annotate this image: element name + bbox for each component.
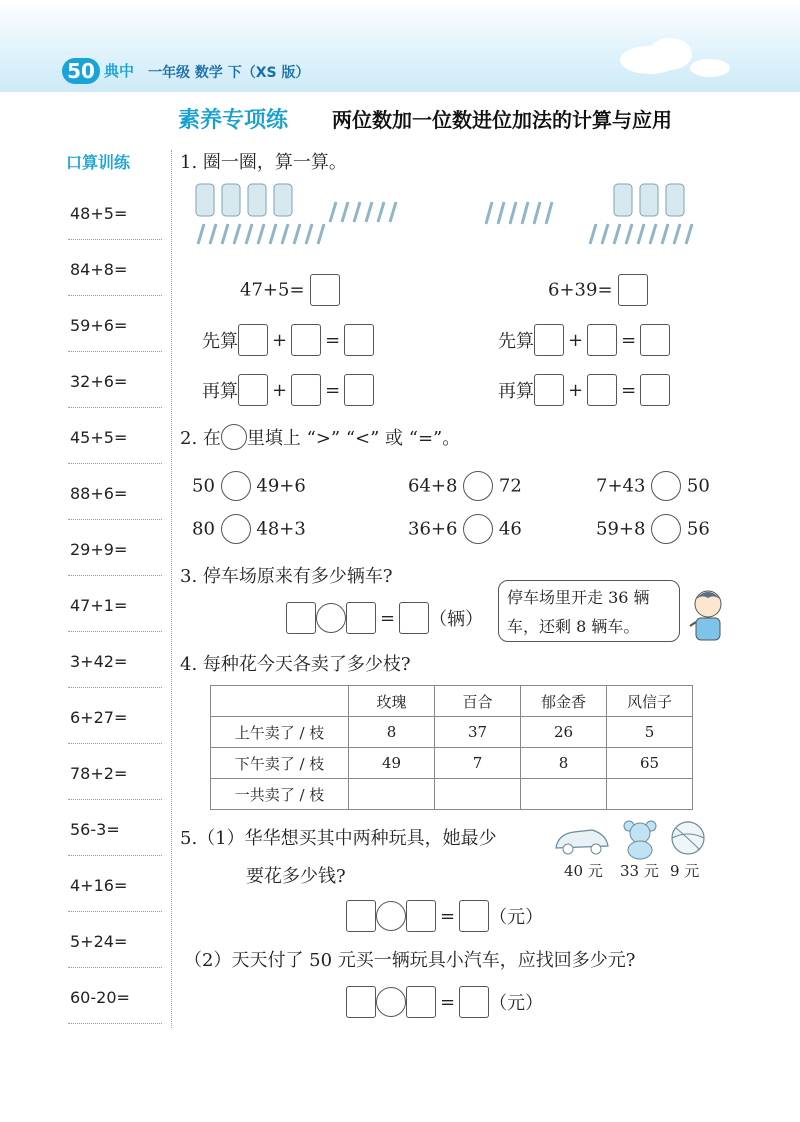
section-title: 两位数加一位数进位加法的计算与应用 bbox=[332, 108, 672, 132]
q2-title-before: 2. 在 bbox=[180, 428, 221, 449]
equals-sign: = bbox=[380, 607, 396, 629]
table-row bbox=[211, 779, 693, 810]
unit-label: （元） bbox=[489, 907, 544, 928]
compare-item bbox=[596, 514, 710, 544]
answer-cell[interactable] bbox=[607, 779, 693, 810]
answer-box[interactable] bbox=[346, 602, 376, 634]
first-step-label: 先算 bbox=[202, 331, 238, 352]
q4-title: 4. 每种花今天各卖了多少枝? bbox=[180, 654, 411, 675]
answer-box[interactable] bbox=[310, 274, 340, 306]
answer-box[interactable] bbox=[587, 324, 617, 356]
q5-part2-equation bbox=[346, 986, 543, 1018]
answer-box[interactable] bbox=[534, 324, 564, 356]
q5-part1-line2: 要花多少钱? bbox=[246, 866, 346, 887]
answer-box[interactable] bbox=[286, 602, 316, 634]
sidebar-exercise[interactable]: 88+6= bbox=[68, 464, 162, 520]
q1-title: 1. 圈一圈，算一算。 bbox=[180, 152, 347, 173]
compare-circle[interactable] bbox=[463, 514, 493, 544]
answer-box[interactable] bbox=[346, 986, 376, 1018]
compare-right: 50 bbox=[686, 475, 710, 497]
q1-left-first-step bbox=[202, 324, 374, 356]
operator-circle[interactable] bbox=[376, 987, 406, 1017]
compare-right: 48+3 bbox=[256, 518, 306, 540]
sidebar-exercise[interactable]: 59+6= bbox=[68, 296, 162, 352]
table-cell: 26 bbox=[521, 717, 607, 748]
equals-sign: = bbox=[325, 379, 341, 401]
speech-bubble bbox=[498, 580, 680, 642]
then-step-label: 再算 bbox=[498, 381, 534, 402]
plus-sign: + bbox=[272, 379, 288, 401]
compare-item bbox=[192, 514, 306, 544]
compare-right: 56 bbox=[686, 518, 710, 540]
sidebar-exercise[interactable]: 84+8= bbox=[68, 240, 162, 296]
compare-right: 72 bbox=[498, 475, 522, 497]
compare-item bbox=[596, 471, 710, 501]
compare-circle[interactable] bbox=[221, 514, 251, 544]
table-header-cell: 郁金香 bbox=[521, 686, 607, 717]
q1-right-first-step bbox=[498, 324, 670, 356]
compare-item bbox=[192, 471, 306, 501]
answer-box[interactable] bbox=[640, 324, 670, 356]
sidebar-exercise[interactable]: 32+6= bbox=[68, 352, 162, 408]
answer-box[interactable] bbox=[344, 374, 374, 406]
answer-box[interactable] bbox=[618, 274, 648, 306]
compare-item bbox=[408, 514, 522, 544]
table-cell: 8 bbox=[349, 717, 435, 748]
sidebar-exercise[interactable]: 4+16= bbox=[68, 856, 162, 912]
answer-box[interactable] bbox=[344, 324, 374, 356]
q3-equation bbox=[286, 602, 483, 634]
bundles-sticks-right-icon bbox=[480, 180, 710, 250]
price-ball: 9 元 bbox=[670, 862, 700, 880]
table-header-cell bbox=[211, 686, 349, 717]
equals-sign: = bbox=[440, 991, 456, 1013]
q2-title bbox=[180, 424, 460, 450]
equals-sign: = bbox=[440, 905, 456, 927]
answer-box[interactable] bbox=[291, 374, 321, 406]
table-row bbox=[211, 748, 693, 779]
teddy-bear-icon bbox=[620, 818, 660, 860]
equals-sign: = bbox=[621, 329, 637, 351]
table-row bbox=[211, 717, 693, 748]
answer-box[interactable] bbox=[399, 602, 429, 634]
row-label: 上午卖了 / 枝 bbox=[211, 717, 349, 748]
operator-circle[interactable] bbox=[376, 901, 406, 931]
first-step-label: 先算 bbox=[498, 331, 534, 352]
q1-right-then-step bbox=[498, 374, 670, 406]
sidebar-exercise[interactable]: 6+27= bbox=[68, 688, 162, 744]
q3-title: 3. 停车场原来有多少辆车? bbox=[180, 566, 393, 587]
table-header-row bbox=[211, 686, 693, 717]
answer-cell[interactable] bbox=[521, 779, 607, 810]
flower-sales-table bbox=[210, 685, 693, 810]
table-cell: 8 bbox=[521, 748, 607, 779]
sidebar-exercise[interactable]: 48+5= bbox=[68, 184, 162, 240]
cloud-icon bbox=[600, 30, 740, 90]
table-cell: 37 bbox=[435, 717, 521, 748]
answer-box[interactable] bbox=[406, 900, 436, 932]
answer-cell[interactable] bbox=[349, 779, 435, 810]
answer-box[interactable] bbox=[534, 374, 564, 406]
section-label: 素养专项练 bbox=[178, 108, 289, 133]
compare-left: 36+6 bbox=[408, 518, 458, 540]
compare-circle[interactable] bbox=[651, 471, 681, 501]
row-label: 下午卖了 / 枝 bbox=[211, 748, 349, 779]
q1-left-then-step bbox=[202, 374, 374, 406]
compare-circle[interactable] bbox=[221, 471, 251, 501]
compare-left: 59+8 bbox=[596, 518, 646, 540]
table-cell: 49 bbox=[349, 748, 435, 779]
answer-cell[interactable] bbox=[435, 779, 521, 810]
sidebar-exercise[interactable]: 47+1= bbox=[68, 576, 162, 632]
circle-sample-icon bbox=[221, 424, 247, 450]
answer-box[interactable] bbox=[291, 324, 321, 356]
series-logo: 典中 bbox=[104, 62, 135, 80]
price-bear: 33 元 bbox=[620, 862, 659, 880]
plus-sign: + bbox=[272, 329, 288, 351]
answer-box[interactable] bbox=[346, 900, 376, 932]
then-step-label: 再算 bbox=[202, 381, 238, 402]
table-cell: 5 bbox=[607, 717, 693, 748]
sidebar-exercise[interactable]: 60-20= bbox=[68, 968, 162, 1024]
row-label: 一共卖了 / 枝 bbox=[211, 779, 349, 810]
q1-right-expression bbox=[548, 274, 648, 306]
sidebar-exercise[interactable]: 45+5= bbox=[68, 408, 162, 464]
q5-part2: （2）天天付了 50 元买一辆玩具小汽车，应找回多少元? bbox=[184, 950, 636, 971]
bubble-line-2: 车，还剩 8 辆车。 bbox=[507, 617, 640, 636]
compare-item bbox=[408, 471, 522, 501]
book-info: 一年级 数学 下（XS 版） bbox=[148, 65, 310, 81]
q1-left-expr-text: 47+5= bbox=[240, 279, 305, 301]
plus-sign: + bbox=[568, 379, 584, 401]
q5-part1-equation bbox=[346, 900, 543, 932]
table-cell: 65 bbox=[607, 748, 693, 779]
answer-box[interactable] bbox=[587, 374, 617, 406]
q5-part1-line1: 5.（1）华华想买其中两种玩具，她最少 bbox=[180, 828, 497, 849]
q1-left-expression bbox=[240, 274, 340, 306]
answer-box[interactable] bbox=[459, 900, 489, 932]
sidebar-exercise[interactable]: 3+42= bbox=[68, 632, 162, 688]
compare-right: 46 bbox=[498, 518, 522, 540]
compare-left: 50 bbox=[192, 475, 215, 497]
compare-left: 80 bbox=[192, 518, 215, 540]
price-car: 40 元 bbox=[564, 862, 603, 880]
q2-title-after: 里填上 “>” “<” 或 “=”。 bbox=[246, 428, 461, 449]
sidebar-exercise[interactable]: 78+2= bbox=[68, 744, 162, 800]
unit-label: （辆） bbox=[429, 609, 484, 630]
sidebar-exercise[interactable]: 5+24= bbox=[68, 912, 162, 968]
answer-box[interactable] bbox=[640, 374, 670, 406]
plus-sign: + bbox=[568, 329, 584, 351]
equals-sign: = bbox=[621, 379, 637, 401]
table-header-cell: 风信子 bbox=[607, 686, 693, 717]
table-header-cell: 百合 bbox=[435, 686, 521, 717]
compare-left: 7+43 bbox=[596, 475, 646, 497]
table-header-cell: 玫瑰 bbox=[349, 686, 435, 717]
bubble-line-1: 停车场里开走 36 辆 bbox=[507, 588, 650, 607]
unit-label: （元） bbox=[489, 993, 544, 1014]
page-number: 50 bbox=[62, 58, 100, 84]
operator-circle[interactable] bbox=[316, 603, 346, 633]
compare-right: 49+6 bbox=[256, 475, 306, 497]
equals-sign: = bbox=[325, 329, 341, 351]
bundles-sticks-left-icon bbox=[190, 180, 420, 250]
answer-box[interactable] bbox=[459, 986, 489, 1018]
toy-car-icon bbox=[552, 822, 612, 858]
answer-box[interactable] bbox=[406, 986, 436, 1018]
compare-circle[interactable] bbox=[651, 514, 681, 544]
sidebar-exercise[interactable]: 29+9= bbox=[68, 520, 162, 576]
q1-right-expr-text: 6+39= bbox=[548, 279, 613, 301]
compare-circle[interactable] bbox=[463, 471, 493, 501]
answer-box[interactable] bbox=[238, 374, 268, 406]
answer-box[interactable] bbox=[238, 324, 268, 356]
sidebar-heading: 口算训练 bbox=[66, 153, 131, 172]
compare-left: 64+8 bbox=[408, 475, 458, 497]
ball-icon bbox=[670, 820, 706, 856]
boy-icon bbox=[684, 586, 730, 644]
table-cell: 7 bbox=[435, 748, 521, 779]
sidebar-exercise[interactable]: 56-3= bbox=[68, 800, 162, 856]
